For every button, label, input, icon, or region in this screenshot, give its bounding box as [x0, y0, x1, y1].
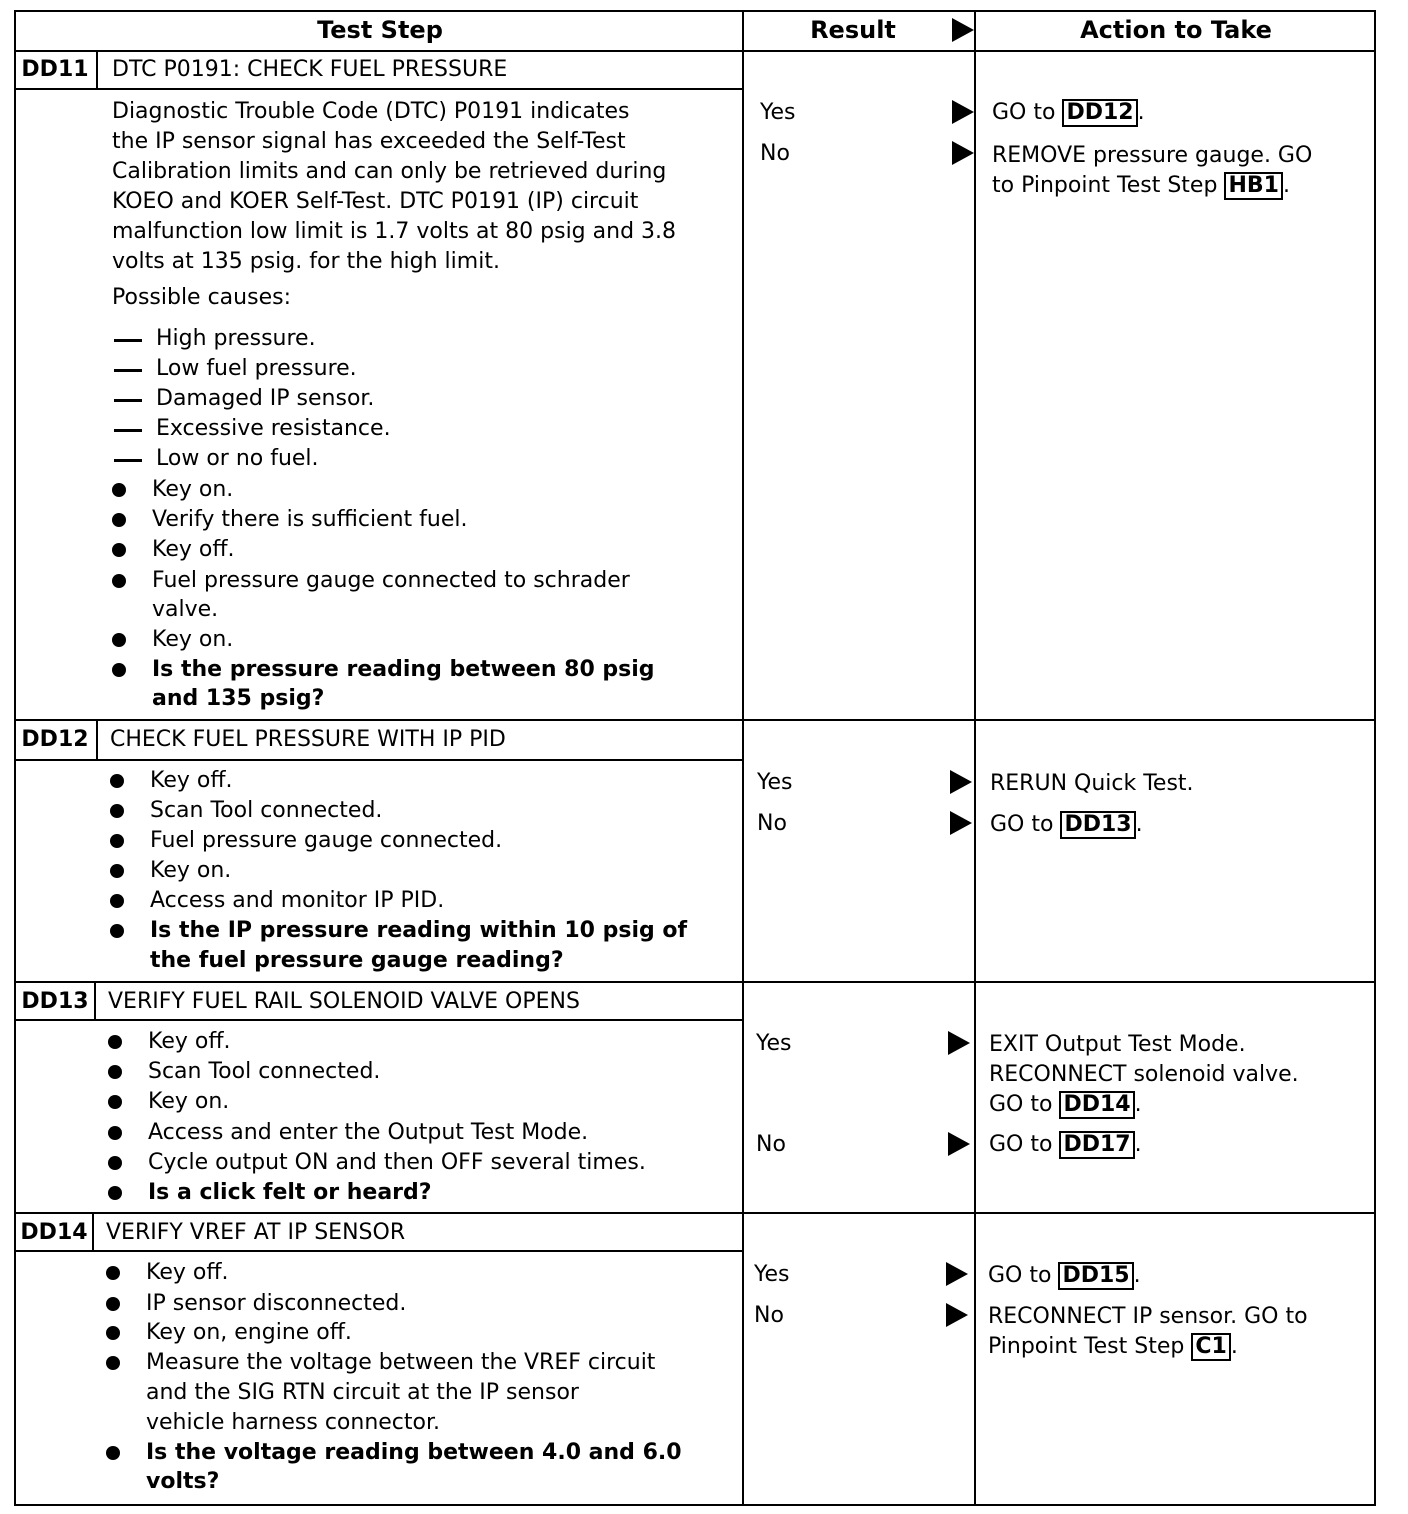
result-no: No — [754, 1303, 784, 1328]
cause-item: Damaged IP sensor. — [156, 386, 375, 411]
question-line: Is the voltage reading between 4.0 and 6.0 — [146, 1440, 682, 1465]
bullet-icon — [110, 774, 124, 788]
bullet-item: Key on. — [152, 627, 234, 652]
header-arrow-icon — [952, 18, 974, 42]
result-yes: Yes — [756, 1031, 792, 1056]
paragraph-line: KOEO and KOER Self-Test. DTC P0191 (IP) circuit — [112, 189, 639, 214]
step-id-divider — [94, 983, 96, 1019]
bullet-icon — [112, 633, 126, 647]
action-no: GO to DD13 . — [990, 812, 1143, 837]
bullet-icon — [108, 1065, 122, 1079]
question-line: Is the IP pressure reading within 10 psig of — [150, 918, 688, 943]
arrow-icon — [946, 1262, 968, 1286]
action-yes: GO to DD15 . — [988, 1263, 1141, 1288]
dash-marker — [114, 459, 142, 462]
bullet-icon — [108, 1186, 122, 1200]
bullet-item: Key on. — [148, 1089, 230, 1114]
result-no: No — [757, 811, 787, 836]
step-ref-link[interactable]: DD12 — [1062, 99, 1137, 127]
step-title-dd12: CHECK FUEL PRESSURE WITH IP PID — [110, 727, 506, 752]
step-title-divider — [14, 88, 744, 90]
paragraph-line: the IP sensor signal has exceeded the Self-Test — [112, 129, 626, 154]
action-no-line2: Pinpoint Test Step C1 . — [988, 1334, 1238, 1359]
bullet-item: Verify there is sufficient fuel. — [152, 507, 468, 532]
step-divider — [14, 1212, 1376, 1214]
step-title-divider — [14, 759, 744, 761]
step-ref-link[interactable]: DD13 — [1060, 811, 1135, 839]
bullet-icon — [108, 1126, 122, 1140]
arrow-icon — [950, 811, 972, 835]
arrow-icon — [948, 1132, 970, 1156]
bullet-item: Fuel pressure gauge connected. — [150, 828, 503, 853]
bullet-item-continued: vehicle harness connector. — [146, 1410, 441, 1435]
cause-item: Low fuel pressure. — [156, 356, 357, 381]
bullet-item: Scan Tool connected. — [150, 798, 383, 823]
step-ref-link[interactable]: DD14 — [1059, 1091, 1134, 1119]
dash-marker — [114, 369, 142, 372]
bullet-item: Access and enter the Output Test Mode. — [148, 1120, 589, 1145]
step-title-dd13: VERIFY FUEL RAIL SOLENOID VALVE OPENS — [108, 989, 580, 1014]
bullet-item-continued: and the SIG RTN circuit at the IP sensor — [146, 1380, 579, 1405]
bullet-icon — [106, 1266, 120, 1280]
action-no: GO to DD17 . — [989, 1132, 1142, 1157]
step-title-dd14: VERIFY VREF AT IP SENSOR — [106, 1220, 406, 1245]
bullet-icon — [110, 864, 124, 878]
step-id-divider — [96, 721, 98, 759]
step-id-divider — [96, 52, 98, 88]
question-line: the fuel pressure gauge reading? — [150, 948, 564, 973]
step-ref-link[interactable]: C1 — [1191, 1333, 1230, 1361]
step-divider — [14, 719, 1376, 721]
bullet-icon — [106, 1326, 120, 1340]
bullet-icon — [110, 804, 124, 818]
bullet-icon — [110, 894, 124, 908]
bullet-item: Key on. — [150, 858, 232, 883]
action-yes-line3: GO to DD14 . — [989, 1092, 1142, 1117]
result-no: No — [760, 141, 790, 166]
bullet-icon — [112, 543, 126, 557]
cause-item: Excessive resistance. — [156, 416, 391, 441]
dash-marker — [114, 339, 142, 342]
arrow-icon — [948, 1031, 970, 1055]
action-no-line2: to Pinpoint Test Step HB1 . — [992, 173, 1290, 198]
question-line: and 135 psig? — [152, 686, 325, 711]
step-divider — [14, 981, 1376, 983]
bullet-icon — [108, 1035, 122, 1049]
header-action: Action to Take — [1080, 16, 1272, 44]
bullet-item: Key on, engine off. — [146, 1320, 352, 1345]
result-yes: Yes — [754, 1262, 790, 1287]
action-yes-line1: EXIT Output Test Mode. — [989, 1032, 1246, 1057]
paragraph-line: Diagnostic Trouble Code (DTC) P0191 indicates — [112, 99, 630, 124]
bullet-item: Fuel pressure gauge connected to schrader — [152, 568, 630, 593]
bullet-item: Key on. — [152, 477, 234, 502]
paragraph-line: malfunction low limit is 1.7 volts at 80 psig and 3.8 — [112, 219, 677, 244]
cause-item: High pressure. — [156, 326, 316, 351]
step-id-dd12: DD12 — [21, 727, 89, 752]
bullet-item: Scan Tool connected. — [148, 1059, 381, 1084]
bullet-item: Key off. — [146, 1260, 229, 1285]
result-yes: Yes — [760, 100, 796, 125]
bullet-item: Cycle output ON and then OFF several times. — [148, 1150, 646, 1175]
action-yes-line2: RECONNECT solenoid valve. — [989, 1062, 1299, 1087]
paragraph-line: volts at 135 psig. for the high limit. — [112, 249, 500, 274]
paragraph-line: Calibration limits and can only be retrieved during — [112, 159, 667, 184]
bullet-icon — [106, 1297, 120, 1311]
step-id-dd14: DD14 — [20, 1220, 88, 1245]
possible-causes-label: Possible causes: — [112, 285, 291, 310]
step-id-dd13: DD13 — [21, 989, 89, 1014]
bullet-item: Key off. — [148, 1029, 231, 1054]
header-result: Result — [810, 16, 896, 44]
action-yes: RERUN Quick Test. — [990, 771, 1194, 796]
bullet-item: Key off. — [152, 537, 235, 562]
question-line: volts? — [146, 1469, 220, 1494]
step-id-divider — [92, 1214, 94, 1250]
step-id-dd11: DD11 — [21, 57, 89, 82]
bullet-icon — [108, 1095, 122, 1109]
bullet-icon — [106, 1446, 120, 1460]
bullet-icon — [112, 574, 126, 588]
question-line: Is a click felt or heard? — [148, 1180, 432, 1205]
dash-marker — [114, 399, 142, 402]
step-ref-link[interactable]: DD15 — [1058, 1262, 1133, 1290]
action-no-line1: REMOVE pressure gauge. GO — [992, 143, 1313, 168]
bullet-item-continued: valve. — [152, 597, 219, 622]
result-yes: Yes — [757, 770, 793, 795]
header-divider — [14, 50, 1376, 52]
step-title-divider — [14, 1019, 744, 1021]
arrow-icon — [952, 100, 974, 124]
step-ref-link[interactable]: HB1 — [1224, 172, 1283, 200]
bullet-item: Access and monitor IP PID. — [150, 888, 445, 913]
bullet-icon — [106, 1356, 120, 1370]
bullet-icon — [112, 663, 126, 677]
bullet-item: Key off. — [150, 768, 233, 793]
step-title-divider — [14, 1250, 744, 1252]
bullet-icon — [108, 1156, 122, 1170]
result-no: No — [756, 1132, 786, 1157]
header-test-step: Test Step — [317, 16, 443, 44]
step-ref-link[interactable]: DD17 — [1059, 1131, 1134, 1159]
arrow-icon — [946, 1303, 968, 1327]
bullet-item: Measure the voltage between the VREF circuit — [146, 1350, 656, 1375]
column-divider-result — [742, 10, 744, 1506]
step-title-dd11: DTC P0191: CHECK FUEL PRESSURE — [112, 57, 508, 82]
bullet-icon — [110, 924, 124, 938]
bullet-item: IP sensor disconnected. — [146, 1291, 407, 1316]
dash-marker — [114, 429, 142, 432]
question-line: Is the pressure reading between 80 psig — [152, 657, 655, 682]
bullet-icon — [110, 834, 124, 848]
arrow-icon — [952, 141, 974, 165]
bullet-icon — [112, 483, 126, 497]
bullet-icon — [112, 513, 126, 527]
action-no-line1: RECONNECT IP sensor. GO to — [988, 1304, 1308, 1329]
column-divider-action — [974, 10, 976, 1506]
arrow-icon — [950, 770, 972, 794]
cause-item: Low or no fuel. — [156, 446, 319, 471]
action-yes: GO to DD12 . — [992, 100, 1145, 125]
